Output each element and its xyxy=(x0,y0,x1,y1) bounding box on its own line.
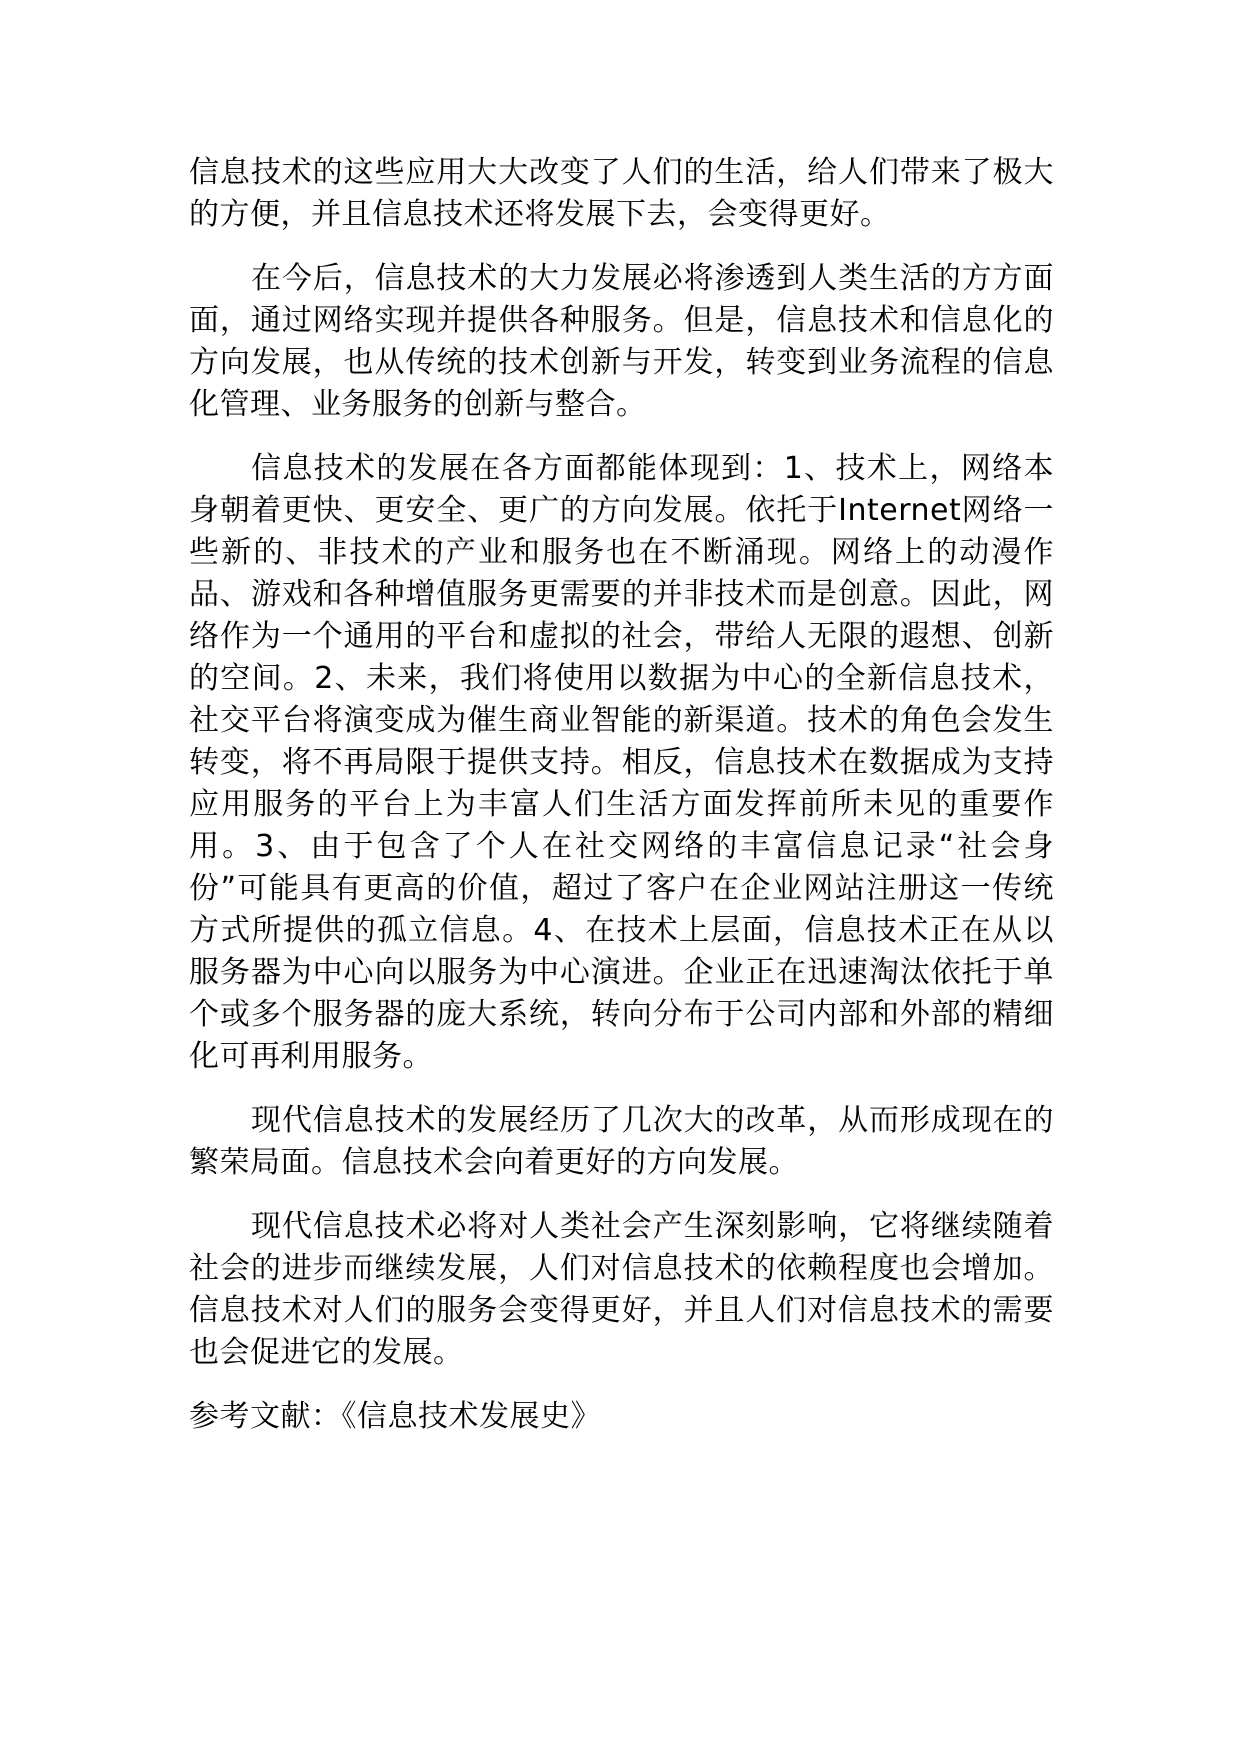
paragraph-2: 在今后，信息技术的大力发展必将渗透到人类生活的方方面面，通过网络实现并提供各种服务。但是，信息技术和信息化的方向发展，也从传统的技术创新与开发，转变到业务流程的信息化管理、业务服务的创新与整合。 xyxy=(189,261,1054,422)
paragraph-5: 现代信息技术必将对人类社会产生深刻影响，它将继续随着社会的进步而继续发展，人们对信息技术的依赖程度也会增加。信息技术对人们的服务会变得更好，并且人们对信息技术的需要也会促进它的发展。 xyxy=(189,1209,1054,1370)
paragraph-3: 信息技术的发展在各方面都能体现到：1、技术上，网络本身朝着更快、更安全、更广的方向发展。依托于Internet网络一些新的、非技术的产业和服务也在不断涌现。网络上的动漫作品、游戏和各种增值服务更需要的并非技术而是创意。因此，网络作为一个通用的平台和虚拟的社会，带给人无限的遐想、创新的空间。2、未来，我们将使用以数据为中心的全新信息技术，社交平台将演变成为催生商业智能的新渠道。技术的角色会发生转变，将不再局限于提供支持。相反，信息技术在数据成为支持应用服务的平台上为丰富人们生活方面发挥前所未见的重要作用。3、由于包含了个人在社交网络的丰富信息记录“社会身份”可能具有更高的价值，超过了客户在企业网站注册这一传统方式所提供的孤立信息。4、在技术上层面，信息技术正在从以服务器为中心向以服务为中心演进。企业正在迅速淘汰依托于单个或多个服务器的庞大系统，转向分布于公司内部和外部的精细化可再利用服务。 xyxy=(189,451,1054,1074)
references-line: 参考文献：《信息技术发展史》 xyxy=(189,1399,601,1434)
paragraph-1: 信息技术的这些应用大大改变了人们的生活，给人们带来了极大的方便，并且信息技术还将发展下去，会变得更好。 xyxy=(189,155,1054,232)
document-body xyxy=(189,152,1054,1438)
paragraph-4: 现代信息技术的发展经历了几次大的改革，从而形成现在的繁荣局面。信息技术会向着更好的方向发展。 xyxy=(189,1103,1054,1180)
